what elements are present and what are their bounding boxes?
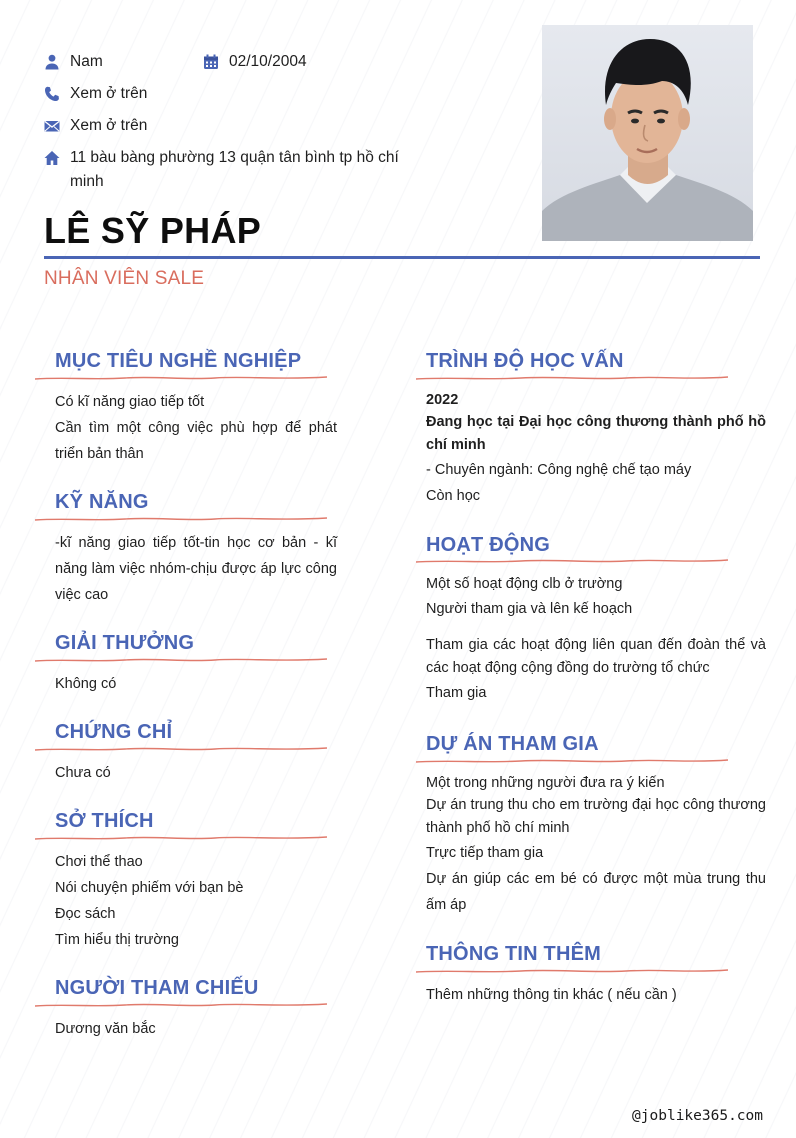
certificates-underline [35, 745, 327, 753]
job-title: NHÂN VIÊN SALE [44, 268, 205, 289]
references-body: Dương văn bắc [55, 1021, 156, 1037]
project-2-role: Trực tiếp tham gia [426, 845, 544, 861]
education-status: Còn học [426, 488, 481, 504]
birthdate-value: 02/10/2004 [229, 53, 307, 70]
extra-body: Thêm những thông tin khác ( nếu cần ) [426, 987, 677, 1003]
references-section [55, 975, 337, 1001]
objective-title: MỤC TIÊU NGHỀ NGHIỆP [55, 350, 302, 372]
activities-title: HOẠT ĐỘNG [426, 534, 551, 556]
envelope-icon [44, 114, 70, 138]
profile-photo [542, 25, 753, 241]
projects-underline [416, 757, 728, 765]
activity-1-role: Người tham gia và lên kế hoạch [426, 601, 633, 617]
education-school: Đang học tại Đại học công thương thành phố hồ chí minh [426, 414, 766, 453]
objective-line-1: Có kĩ năng giao tiếp tốt [55, 394, 205, 410]
objective-body [55, 389, 337, 467]
activity-2: Tham gia các hoạt động liên quan đến đoàn thể và các hoạt động cộng đồng do trường tổ chức [426, 637, 766, 676]
phone-icon [44, 82, 70, 106]
activity-1: Một số hoạt động clb ở trường [426, 576, 623, 592]
calendar-icon [203, 50, 229, 74]
extra-underline [416, 967, 728, 975]
awards-body: Không có [55, 676, 117, 692]
candidate-name: LÊ SỸ PHÁP [44, 210, 262, 251]
education-underline [416, 374, 728, 382]
hobbies-title: SỞ THÍCH [55, 810, 154, 832]
objective-line-2: Cần tìm một công việc phù hợp để phát triển bản thân [55, 420, 337, 462]
skills-underline [35, 515, 327, 523]
awards-title: GIẢI THƯỞNG [55, 632, 195, 654]
awards-section [55, 630, 337, 656]
hobbies-list [55, 849, 337, 953]
certificates-body: Chưa có [55, 765, 111, 781]
extra-section [426, 941, 766, 967]
phone-row [44, 82, 147, 106]
project-1: Dự án trung thu cho em trường đại học công thương thành phố hồ chí minh [426, 797, 766, 836]
references-title: NGƯỜI THAM CHIẾU [55, 977, 259, 999]
hobbies-section [55, 808, 337, 834]
education-major: - Chuyên ngành: Công nghệ chế tạo máy [426, 462, 692, 478]
list-item: Nói chuyện phiếm với bạn bè [55, 880, 244, 896]
list-item: Tìm hiểu thị trường [55, 932, 179, 948]
awards-underline [35, 656, 327, 664]
skills-section [55, 489, 337, 515]
references-underline [35, 1001, 327, 1009]
extra-title: THÔNG TIN THÊM [426, 943, 602, 965]
birthdate-row [203, 50, 307, 74]
phone-value: Xem ở trên [70, 85, 148, 102]
certificates-title: CHỨNG CHỈ [55, 721, 173, 743]
education-title: TRÌNH ĐỘ HỌC VẤN [426, 350, 624, 372]
objective-section [55, 348, 337, 374]
portrait-photo-icon [542, 25, 753, 241]
activities-body [426, 572, 766, 706]
activities-section [426, 532, 766, 558]
email-value: Xem ở trên [70, 117, 148, 134]
projects-title: DỰ ÁN THAM GIA [426, 733, 599, 755]
projects-body [426, 772, 766, 918]
hobbies-underline [35, 834, 327, 842]
user-icon [44, 50, 70, 74]
address-row [44, 146, 414, 194]
project-1-role: Một trong những người đưa ra ý kiến [426, 775, 665, 791]
certificates-section [55, 719, 337, 745]
education-body [426, 389, 766, 509]
education-section [426, 348, 766, 374]
education-year: 2022 [426, 392, 459, 408]
project-2: Dự án giúp các em bé có được một mùa trung thu ấm áp [426, 871, 766, 913]
objective-underline [35, 374, 327, 382]
gender-value: Nam [70, 53, 103, 70]
projects-section [426, 731, 766, 757]
activity-2-role: Tham gia [426, 685, 487, 701]
skills-title: KỸ NĂNG [55, 491, 149, 513]
name-divider [44, 256, 760, 259]
list-item: Chơi thể thao [55, 854, 143, 870]
home-icon [44, 146, 70, 170]
skills-body: -kĩ năng giao tiếp tốt-tin học cơ bản - kĩ năng làm việc nhóm-chịu được áp lực công việc cao [55, 535, 337, 603]
activities-underline [416, 557, 728, 565]
gender-row [44, 50, 103, 74]
email-row [44, 114, 147, 138]
footer-handle: @joblike365.com [632, 1108, 763, 1124]
address-value: 11 bàu bàng phường 13 quận tân bình tp hồ chí minh [70, 149, 399, 190]
list-item: Đọc sách [55, 906, 116, 922]
